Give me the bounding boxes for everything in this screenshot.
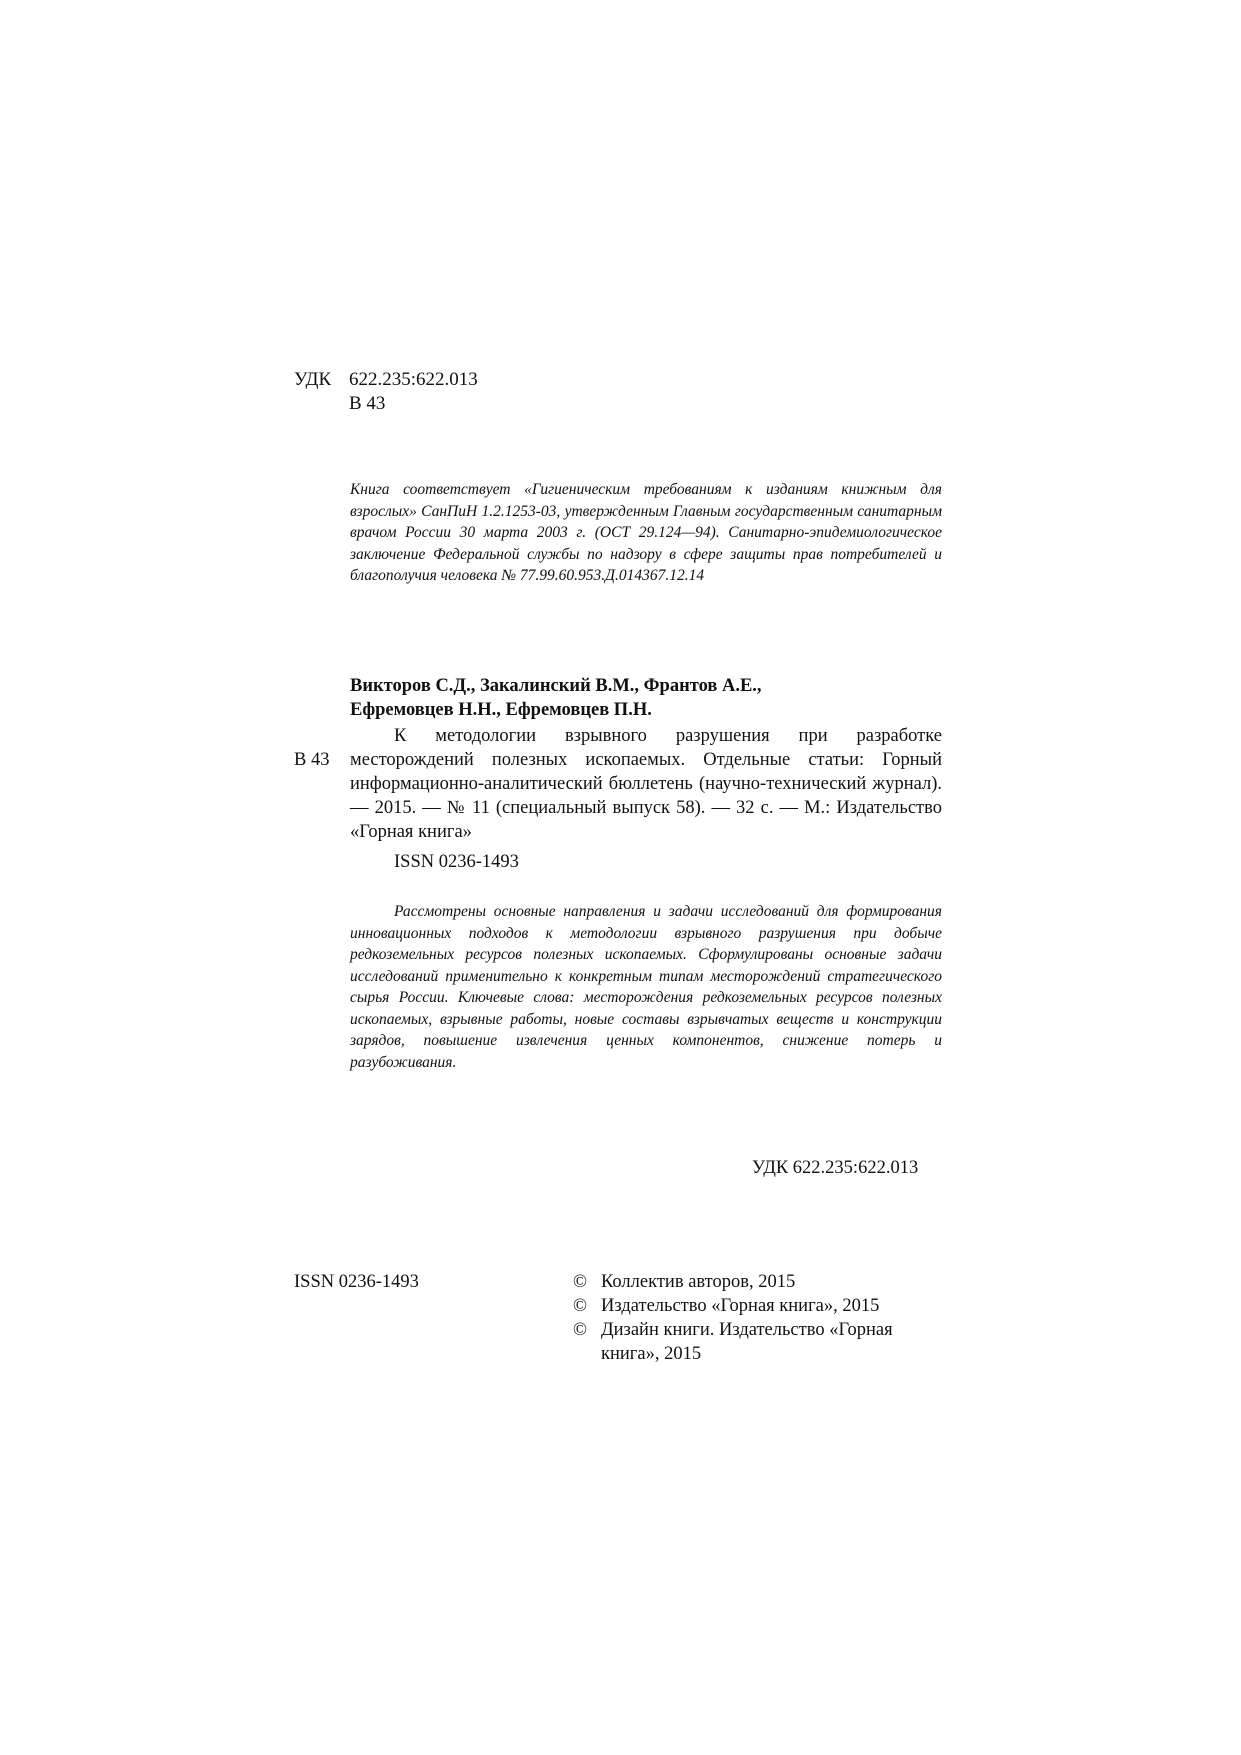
copyright-line: [571, 1318, 911, 1366]
udk-code: 622.235:622.013: [349, 369, 478, 390]
authors: [350, 674, 950, 722]
copyright-text: Коллектив авторов, 2015: [601, 1272, 796, 1292]
biblio-library-mark: В 43: [294, 750, 330, 770]
issn-footer: ISSN 0236-1493: [294, 1272, 419, 1292]
hygiene-notice: Книга соответствует «Гигиеническим требованиям к изданиям книжным для взрослых» СанПиН 1.2.1253-03, утвержденным Главным государственным санитарным врачом России 30 марта 2003 г. (ОСТ 29.124—94). Санитарно-эпидемиологическое заключение Федеральной службы по надзору в сфере защиты прав потребителей и благополучия человека № 77.99.60.953.Д.014367.12.14: [350, 481, 942, 584]
authors-line-1: Викторов С.Д., Закалинский В.М., Франтов А.Е.,: [350, 676, 762, 696]
copyright-text: Дизайн книги. Издательство «Горная книга», 2015: [601, 1320, 893, 1364]
copyright-text: Издательство «Горная книга», 2015: [601, 1296, 880, 1316]
copyright-icon: ©: [573, 1320, 588, 1340]
udk-right: УДК 622.235:622.013: [752, 1158, 919, 1178]
copyright-icon: ©: [573, 1296, 588, 1316]
copyright-line: [571, 1270, 911, 1294]
authors-line-2: Ефремовцев Н.Н., Ефремовцев П.Н.: [350, 700, 652, 720]
issn-biblio: ISSN 0236-1493: [394, 852, 519, 872]
udk-header: [294, 368, 478, 414]
library-mark: В 43: [349, 393, 386, 414]
copyright-line: [571, 1294, 911, 1318]
udk-label: УДК: [294, 369, 332, 390]
copyright-icon: ©: [573, 1272, 588, 1292]
bibliographic-description: К методологии взрывного разрушения при разработке месторождений полезных ископаемых. Отдельные статьи: Горный информационно-аналитический бюллетень (научно-технический журнал). — 2015. — № 11 (специальный выпуск 58). — 32 с. — М.: Издательство «Горная книга»: [350, 726, 942, 842]
abstract: Рассмотрены основные направления и задачи исследований для формирования инновационных подходов к методологии взрывного разрушения при добыче редкоземельных ресурсов полезных ископаемых. Сформулированы основные задачи исследований применительно к конкретным типам месторождений стратегического сырья России. Ключевые слова: месторождения редкоземельных ресурсов полезных ископаемых, взрывные работы, новые составы взрывчатых веществ и конструкции зарядов, повышение извлечения ценных компонентов, снижение потерь и разубоживания.: [350, 903, 942, 1071]
copyright-block: [571, 1270, 911, 1366]
